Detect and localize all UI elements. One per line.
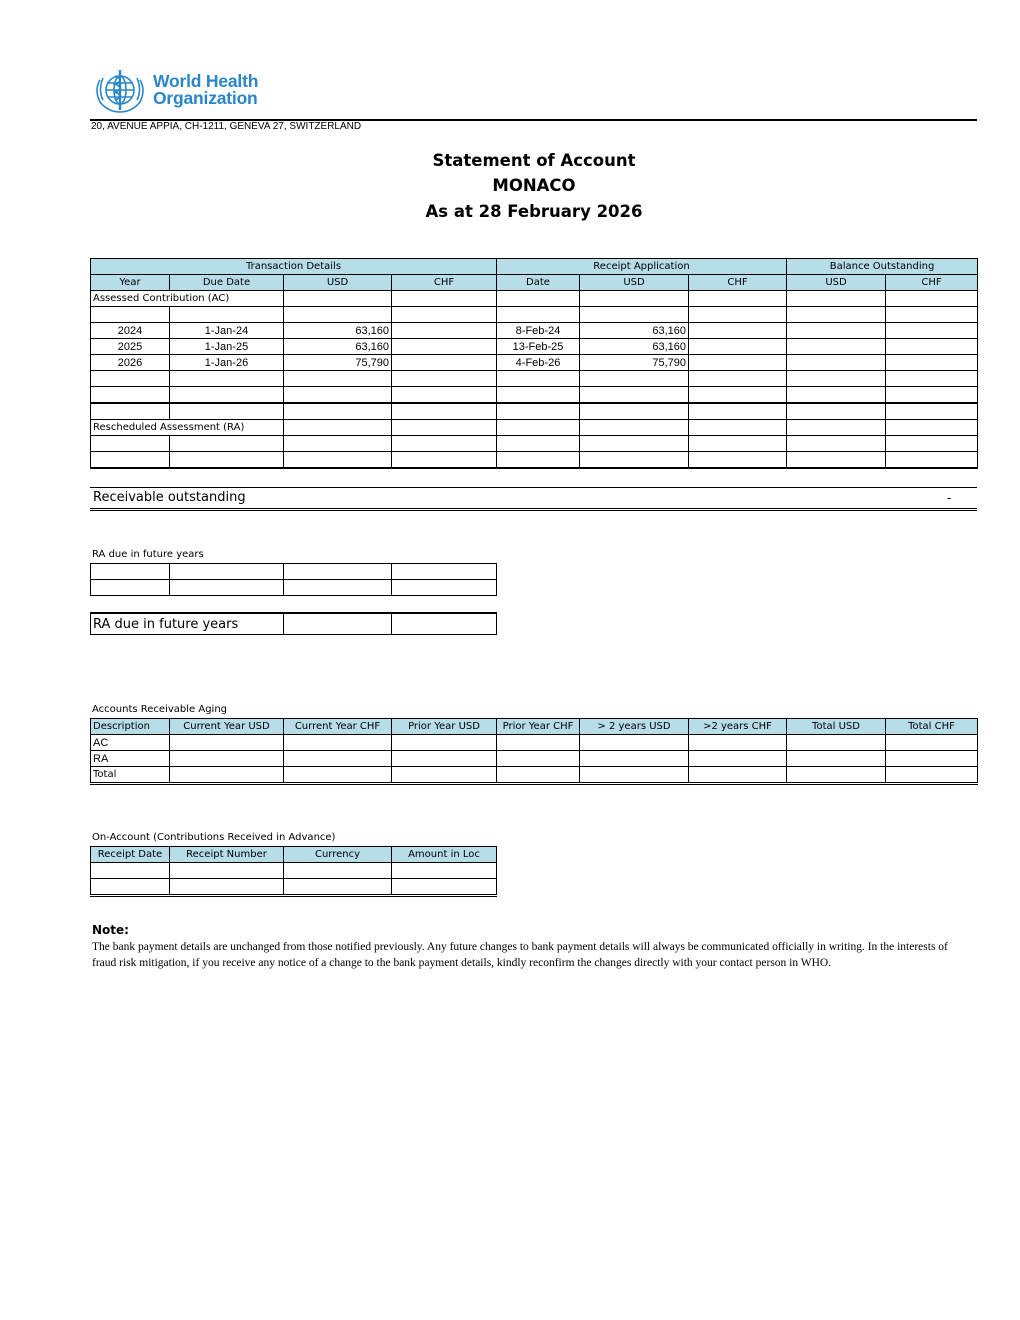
table-row bbox=[91, 436, 978, 452]
aging-col-2y-usd: > 2 years USD bbox=[580, 719, 689, 735]
receivable-value: - bbox=[947, 490, 952, 505]
col-receipt-number: Receipt Number bbox=[170, 847, 284, 863]
cell-due-date: 1-Jan-24 bbox=[170, 323, 284, 339]
aging-col-description: Description bbox=[91, 719, 170, 735]
cell-year: 2025 bbox=[91, 339, 170, 355]
ra-future-total-row bbox=[91, 613, 497, 635]
col-balance-chf: CHF bbox=[886, 275, 978, 291]
group-header-receipt: Receipt Application bbox=[497, 259, 787, 275]
cell-date: 8-Feb-24 bbox=[497, 323, 580, 339]
aging-col-current-usd: Current Year USD bbox=[170, 719, 284, 735]
table-row bbox=[91, 323, 978, 339]
note-body: The bank payment details are unchanged from those notified previously. Any future changes to bank payment details will always be communicated officially in writing. In the interests of fraud risk mitigation, if you receive any notice of a change to the bank payment details, kindly reconfirm the changes directly with your contact person in WHO. bbox=[92, 941, 948, 969]
aging-col-2y-chf: >2 years CHF bbox=[689, 719, 787, 735]
table-row bbox=[91, 767, 978, 784]
table-row bbox=[91, 339, 978, 355]
aging-col-current-chf: Current Year CHF bbox=[284, 719, 392, 735]
address: 20, AVENUE APPIA, CH-1211, GENEVA 27, SWITZERLAND bbox=[91, 121, 362, 132]
cell-balance-usd bbox=[787, 355, 886, 371]
table-row bbox=[91, 879, 497, 896]
cell-receipt-usd: 75,790 bbox=[580, 355, 689, 371]
cell-due-date: 1-Jan-26 bbox=[170, 355, 284, 371]
ra-label: Rescheduled Assessment (RA) bbox=[91, 420, 284, 436]
aging-header-row bbox=[91, 719, 978, 735]
table-row bbox=[91, 371, 978, 387]
aging-table bbox=[90, 718, 978, 785]
col-amount-in-loc: Amount in Loc bbox=[392, 847, 497, 863]
ra-future-total-table bbox=[90, 612, 497, 635]
ra-future-table bbox=[90, 563, 497, 596]
org-name-line1: World Health bbox=[153, 71, 259, 91]
cell-year: 2024 bbox=[91, 323, 170, 339]
page-title: Statement of Account bbox=[432, 151, 636, 170]
column-header-row bbox=[91, 275, 978, 291]
cell-balance-chf bbox=[886, 355, 978, 371]
col-due-date: Due Date bbox=[170, 275, 284, 291]
col-chf: CHF bbox=[392, 275, 497, 291]
cell-usd: 63,160 bbox=[284, 323, 392, 339]
table-row bbox=[91, 403, 978, 420]
table-row bbox=[91, 751, 978, 767]
org-name-line2: Organization bbox=[153, 88, 258, 108]
who-emblem-icon bbox=[90, 66, 150, 116]
table-row bbox=[91, 307, 978, 323]
who-logo bbox=[90, 66, 266, 116]
cell-date: 13-Feb-25 bbox=[497, 339, 580, 355]
group-header-balance: Balance Outstanding bbox=[787, 259, 978, 275]
col-receipt-date: Receipt Date bbox=[91, 847, 170, 863]
table-row bbox=[91, 452, 978, 469]
cell-usd: 63,160 bbox=[284, 339, 392, 355]
aging-row-label: AC bbox=[91, 735, 170, 751]
col-balance-usd: USD bbox=[787, 275, 886, 291]
aging-col-prior-chf: Prior Year CHF bbox=[497, 719, 580, 735]
cell-balance-usd bbox=[787, 323, 886, 339]
cell-receipt-chf bbox=[689, 339, 787, 355]
aging-caption: Accounts Receivable Aging bbox=[92, 704, 227, 715]
table-row bbox=[91, 387, 978, 404]
table-row bbox=[91, 580, 497, 596]
cell-receipt-chf bbox=[689, 355, 787, 371]
country-name: MONACO bbox=[492, 176, 576, 195]
cell-receipt-chf bbox=[689, 323, 787, 339]
table-row bbox=[91, 735, 978, 751]
on-account-header-row bbox=[91, 847, 497, 863]
ac-label-row bbox=[91, 291, 978, 307]
cell-balance-chf bbox=[886, 323, 978, 339]
cell-receipt-usd: 63,160 bbox=[580, 339, 689, 355]
col-date: Date bbox=[497, 275, 580, 291]
ra-label-row bbox=[91, 420, 978, 436]
aging-row-label: Total bbox=[91, 767, 170, 784]
on-account-table bbox=[90, 846, 497, 897]
ac-label: Assessed Contribution (AC) bbox=[91, 291, 284, 307]
aging-col-total-usd: Total USD bbox=[787, 719, 886, 735]
group-header-row bbox=[91, 259, 978, 275]
cell-balance-chf bbox=[886, 339, 978, 355]
note-title: Note: bbox=[92, 923, 129, 937]
aging-col-prior-usd: Prior Year USD bbox=[392, 719, 497, 735]
ra-future-total-label: RA due in future years bbox=[91, 613, 284, 635]
group-header-transaction: Transaction Details bbox=[91, 259, 497, 275]
cell-year: 2026 bbox=[91, 355, 170, 371]
statement-date: As at 28 February 2026 bbox=[425, 202, 643, 221]
receivable-outstanding bbox=[90, 487, 977, 511]
table-row bbox=[91, 863, 497, 879]
org-name bbox=[153, 73, 258, 107]
col-receipt-chf: CHF bbox=[689, 275, 787, 291]
cell-chf bbox=[392, 323, 497, 339]
col-currency: Currency bbox=[284, 847, 392, 863]
cell-chf bbox=[392, 339, 497, 355]
cell-chf bbox=[392, 355, 497, 371]
cell-balance-usd bbox=[787, 339, 886, 355]
cell-date: 4-Feb-26 bbox=[497, 355, 580, 371]
col-receipt-usd: USD bbox=[580, 275, 689, 291]
receivable-label: Receivable outstanding bbox=[93, 490, 246, 505]
cell-due-date: 1-Jan-25 bbox=[170, 339, 284, 355]
table-row bbox=[91, 564, 497, 580]
statement-table bbox=[90, 258, 978, 469]
col-year: Year bbox=[91, 275, 170, 291]
aging-row-label: RA bbox=[91, 751, 170, 767]
table-row bbox=[91, 355, 978, 371]
aging-col-total-chf: Total CHF bbox=[886, 719, 978, 735]
ra-future-caption: RA due in future years bbox=[92, 549, 204, 560]
cell-receipt-usd: 63,160 bbox=[580, 323, 689, 339]
cell-usd: 75,790 bbox=[284, 355, 392, 371]
on-account-caption: On-Account (Contributions Received in Advance) bbox=[92, 832, 336, 843]
col-usd: USD bbox=[284, 275, 392, 291]
